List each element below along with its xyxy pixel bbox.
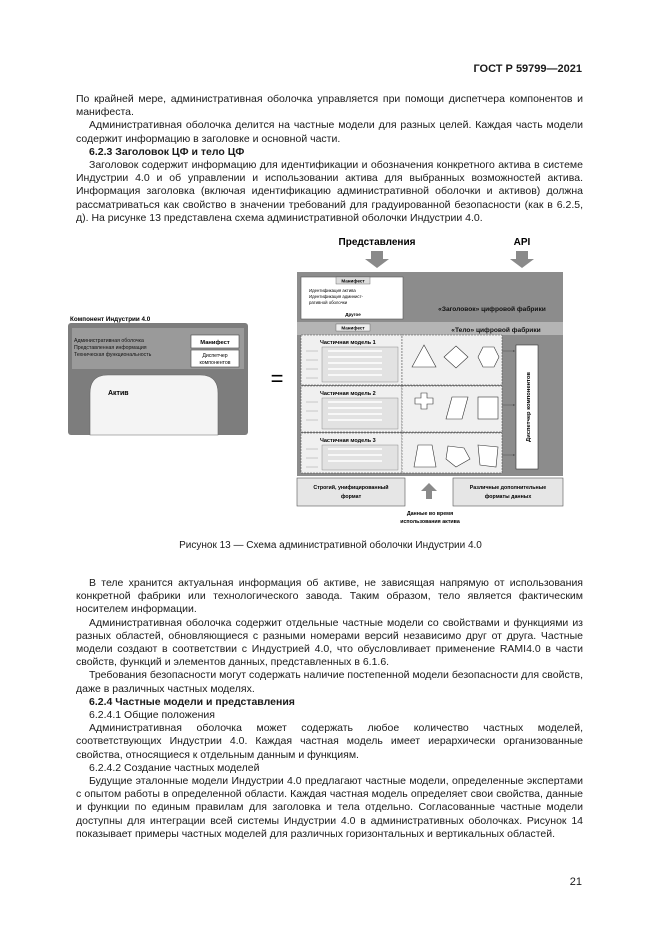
dispatcher-vertical-label: Диспетчер компонентов [526,372,532,442]
quad-icon [478,445,498,467]
ident-line: Идентификация админист- [309,294,363,299]
section-heading: 6.2.3 Заголовок ЦФ и тело ЦФ [89,145,245,158]
industry-component-block [68,316,248,435]
paragraph: По крайней мере, административная оболочка управляется при помощи диспетчера компонентов и манифеста. [76,93,583,119]
strict-format-label: формат [340,494,362,500]
api-arrow-icon [510,251,534,268]
figure-13-diagram [60,233,580,533]
manifest-label: Манифест [341,325,365,331]
body-text-bottom [76,577,583,841]
header-label: «Заголовок» цифровой фабрики [438,306,546,313]
submodel-title: Частичная модель 2 [320,391,376,397]
paragraph: Требования безопасности могут содержать наличие постепенной модели безопасности для свойств, даже в различных частных моделях. [76,669,583,695]
left-line: Техническая функциональность [74,352,152,358]
paragraph: Заголовок содержит информацию для идентификации и обозначения конкретного актива в системе Индустрии 4.0 и об управлении и использовании актива для выбранных возможностей актива. Информация заголовка (включая идентификацию административной оболочки и активов) должна рассматриваться как свойство в значении требований для градуированной безопасности (как в 6.2.5, д). На рисунке 13 представлена схема административной оболочки Индустрии 4.0. [76,159,583,224]
paragraph: Будущие эталонные модели Индустрии 4.0 предлагают частные модели, определенные экспертами с опытом работы в определенной области. Каждая частная модель определяет свои свойства, данные и функции по единым правилам для заголовка и тела отдельно. Согласованные частные модели доступны для интеграции всей системы Индустрии 4.0 в административных оболочках. Рисунок 14 показывает примеры частных моделей для различных горизонтальных и вертикальных областей. [76,775,583,840]
various-formats-label: форматы данных [484,494,532,500]
dispatcher-label: компонентов [199,360,231,366]
trapezoid-icon [414,445,436,467]
subsection-heading: 6.2.4.2 Создание частных моделей [89,761,260,774]
submodel-title: Частичная модель 3 [320,438,376,444]
other-label: Другое [345,312,361,317]
up-arrow-icon [421,483,437,499]
body-label: «Тело» цифровой фабрики [451,327,541,334]
paragraph: Административная оболочка может содержать любое количество частных моделей, соответствующих Индустрии 4.0. Каждая частная модель имеет иерархически организованные свойства, относящиеся к отдельным данным и функциям. [76,722,583,761]
dispatcher-label: Диспетчер [202,353,228,359]
left-line: Представленная информация [74,345,147,351]
various-formats-label: Различные дополнительные [469,485,547,491]
views-label: Представления [338,237,416,248]
ident-line: Идентификация актива [309,288,356,293]
equals-sign: = [270,366,284,391]
paragraph: Административная оболочка делится на частные модели для разных целей. Каждая часть модели содержит информацию в заголовке и основной части. [76,119,583,145]
manifest-label: Манифест [200,340,230,346]
submodel-title: Частичная модель 1 [320,340,376,346]
digital-factory-block [297,272,563,476]
component-title: Компонент Индустрии 4.0 [70,316,151,323]
ident-line: ративной оболочки [309,300,348,305]
strict-format-label: Строгий, унифицированный [313,485,389,491]
document-code: ГОСТ Р 59799—2021 [473,63,582,75]
paragraph: Административная оболочка содержит отдельные частные модели со свойствами и функциями из разных областей, обновляющиеся с разными номерами версий независимо друг от друга. Частные модели создают в соответствии с Индустрией 4.0, что обусловливает применение RAMI4.0 в части свойств, функций и элементов данных, представленных в 6.1.6. [76,616,583,669]
views-arrow-icon [365,251,389,268]
strict-format-box [297,478,405,506]
asset-shape [90,375,218,435]
various-formats-box [453,478,563,506]
left-line: Административная оболочка [74,338,144,344]
runtime-data-label: использования актива [400,519,460,525]
runtime-data-label: Данные во время [406,511,454,517]
figure-caption: Рисунок 13 — Схема административной оболочки Индустрии 4.0 [179,540,482,551]
manifest-label: Манифест [341,278,365,284]
square-icon [478,397,498,419]
section-heading: 6.2.4 Частные модели и представления [89,695,295,708]
api-label: API [513,237,531,248]
paragraph: В теле хранится актуальная информация об активе, не зависящая напрямую от использования конкретной фабрики или технологического завода. Таким образом, тело является фактическим носителем информации. [76,577,583,616]
subsection-heading: 6.2.4.1 Общие положения [89,709,215,722]
page-number: 21 [569,876,582,888]
body-text-top [76,93,583,225]
asset-label: Актив [108,390,129,397]
